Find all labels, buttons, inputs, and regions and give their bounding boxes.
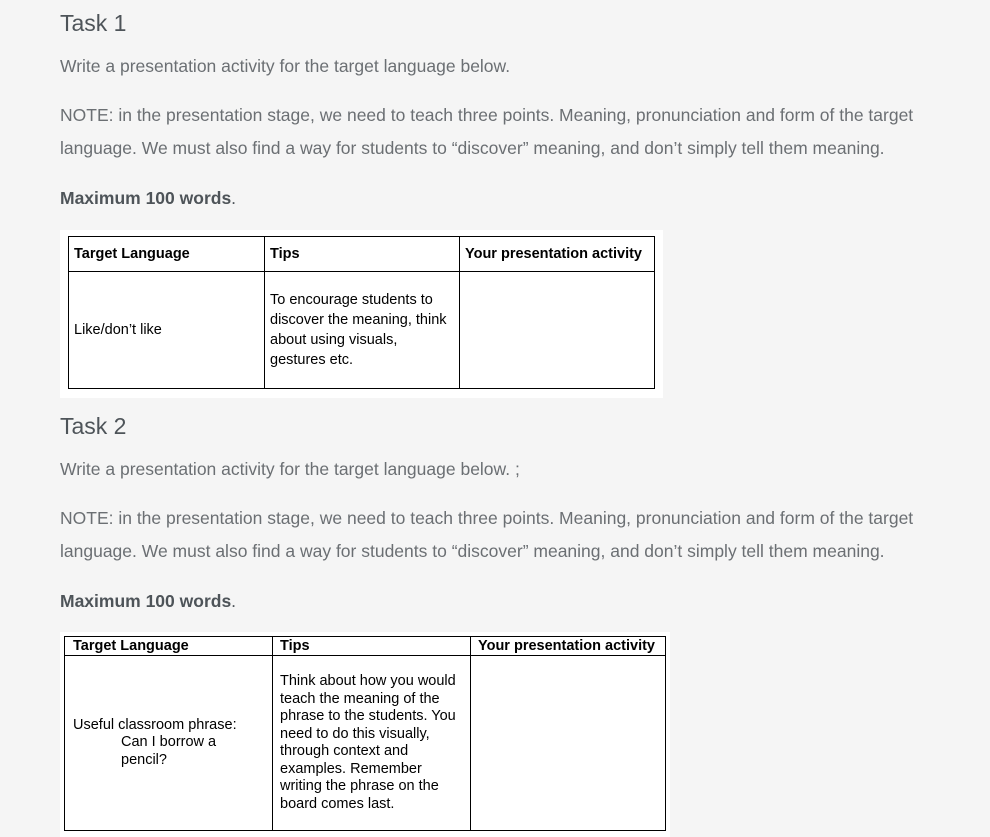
cell-target-language: Like/don’t like	[69, 272, 265, 389]
task1-instruction: Write a presentation activity for the target language below.	[60, 56, 511, 76]
table-header-row	[69, 237, 655, 272]
task2-max-words-bold: Maximum 100 words	[60, 591, 232, 611]
cell-target-language	[65, 656, 273, 831]
task2-table-image	[60, 632, 670, 837]
task1-max-words-suffix: .	[231, 188, 237, 208]
task2-title: Task 2	[60, 413, 127, 439]
task2-max-words	[60, 591, 236, 612]
target-line-3: pencil?	[121, 751, 167, 768]
task1-max-words-bold: Maximum 100 words	[60, 188, 232, 208]
task1-max-words	[60, 188, 236, 209]
header-tips: Tips	[265, 237, 460, 272]
header-presentation-activity: Your presentation activity	[460, 237, 655, 272]
task2-instruction: Write a presentation activity for the target language below. ;	[60, 459, 520, 479]
task2-max-words-suffix: .	[231, 591, 237, 611]
header-target-language: Target Language	[65, 637, 273, 656]
target-line-2: Can I borrow a	[121, 734, 217, 751]
task1-note: NOTE: in the presentation stage, we need to teach three points. Meaning, pronunciation and form of the target language. We must also find a way for students to “discover” meaning, and don’t simply tell them meaning.	[60, 105, 914, 158]
task1-table	[68, 236, 655, 389]
cell-presentation-activity	[471, 656, 666, 831]
task1-title: Task 1	[60, 10, 127, 36]
task1-table-image	[60, 230, 663, 398]
table-row	[69, 272, 655, 389]
header-presentation-activity: Your presentation activity	[471, 637, 666, 656]
task2-table	[64, 636, 666, 831]
table-row	[65, 656, 666, 831]
cell-tips: Think about how you would teach the meaning of the phrase to the students. You need to do this visually, through context and examples. Remember writing the phrase on the board comes last.	[273, 656, 471, 831]
cell-tips: To encourage students to discover the meaning, think about using visuals, gestures etc.	[265, 272, 460, 389]
table-header-row	[65, 637, 666, 656]
cell-presentation-activity	[460, 272, 655, 389]
header-tips: Tips	[273, 637, 471, 656]
header-target-language: Target Language	[69, 237, 265, 272]
target-line-1: Useful classroom phrase:	[73, 716, 237, 733]
task2-note: NOTE: in the presentation stage, we need to teach three points. Meaning, pronunciation and form of the target language. We must also find a way for students to “discover” meaning, and don’t simply tell them meaning.	[60, 508, 914, 561]
